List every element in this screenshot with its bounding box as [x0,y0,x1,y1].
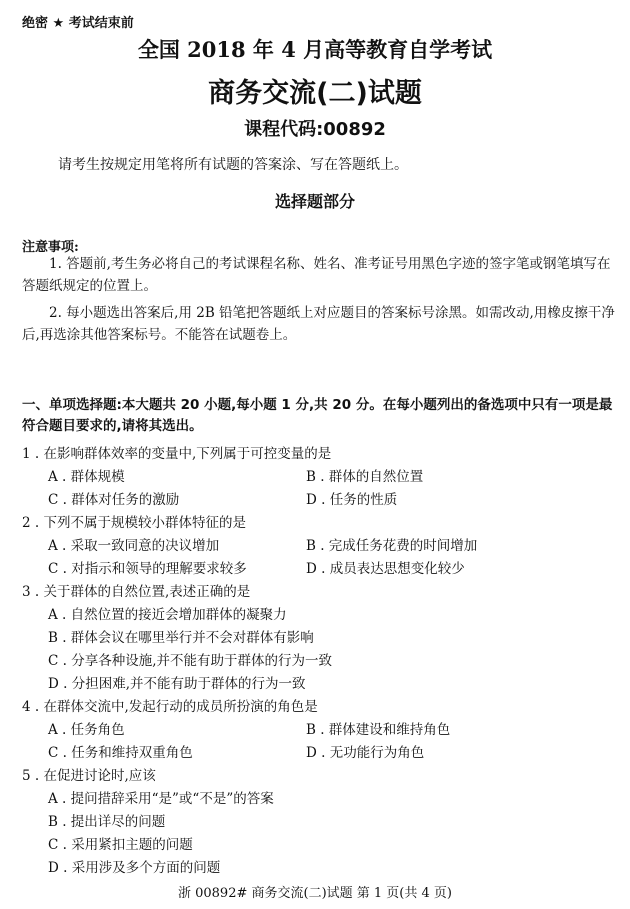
option: C . 分享各种设施,并不能有助于群体的行为一致 [48,653,332,669]
confidential-label: 绝密 ★ 考试结束前 [22,16,134,31]
option: C . 采用紧扣主题的问题 [48,837,193,853]
page-footer: 浙 00892# 商务交流(二)试题 第 1 页(共 4 页) [177,886,452,901]
section-title: 选择题部分 [274,192,355,211]
notice-item: 1. 答题前,考生务必将自己的考试课程名称、姓名、准考证号用黑色字迹的签字笔或钢笔填写在答题纸规定的位置上。 [22,256,611,294]
option: D . 采用涉及多个方面的问题 [48,860,221,876]
option: C . 对指示和领导的理解要求较多 [48,561,247,577]
option: A . 提问措辞采用“是”或“不是”的答案 [48,791,274,807]
option: B . 群体的自然位置 [306,469,424,485]
course-code: 课程代码:00892 [244,119,386,140]
notice-heading: 注意事项: [22,240,79,255]
option: C . 任务和维持双重角色 [48,745,193,761]
option: A . 任务角色 [48,722,125,738]
notice-item: 2. 每小题选出答案后,用 2B 铅笔把答题纸上对应题目的答案标号涂黑。如需改动,用橡皮擦干净后,再选涂其他答案标号。不能答在试题卷上。 [22,305,615,343]
option: A . 自然位置的接近会增加群体的凝聚力 [48,607,287,623]
option: D . 无功能行为角色 [306,745,425,761]
option: A . 群体规模 [48,469,125,485]
instruction: 请考生按规定用笔将所有试题的答案涂、写在答题纸上。 [58,157,408,173]
option: C . 群体对任务的激励 [48,492,180,508]
question-stem: 1 . 在影响群体效率的变量中,下列属于可控变量的是 [22,446,332,462]
option: D . 分担困难,并不能有助于群体的行为一致 [48,676,306,692]
question-stem: 2 . 下列不属于规模较小群体特征的是 [22,515,246,531]
option: A . 采取一致同意的决议增加 [48,538,220,554]
paper-title: 商务交流(二)试题 [208,78,422,109]
question-stem: 5 . 在促进讨论时,应该 [22,768,156,784]
option: B . 提出详尽的问题 [48,814,166,830]
option: D . 任务的性质 [306,492,398,508]
option: D . 成员表达思想变化较少 [306,561,465,577]
option: B . 群体会议在哪里举行并不会对群体有影响 [48,630,314,646]
part-heading: 一、单项选择题:本大题共 20 小题,每小题 1 分,共 20 分。在每小题列出的备选项中只有一项是最符合题目要求的,请将其选出。 [22,397,613,434]
question-stem: 4 . 在群体交流中,发起行动的成员所扮演的角色是 [22,699,318,715]
option: B . 完成任务花费的时间增加 [306,538,478,554]
exam-title: 全国 2018 年 4 月高等教育自学考试 [137,37,493,62]
question-stem: 3 . 关于群体的自然位置,表述正确的是 [22,584,251,600]
option: B . 群体建设和维持角色 [306,722,451,738]
